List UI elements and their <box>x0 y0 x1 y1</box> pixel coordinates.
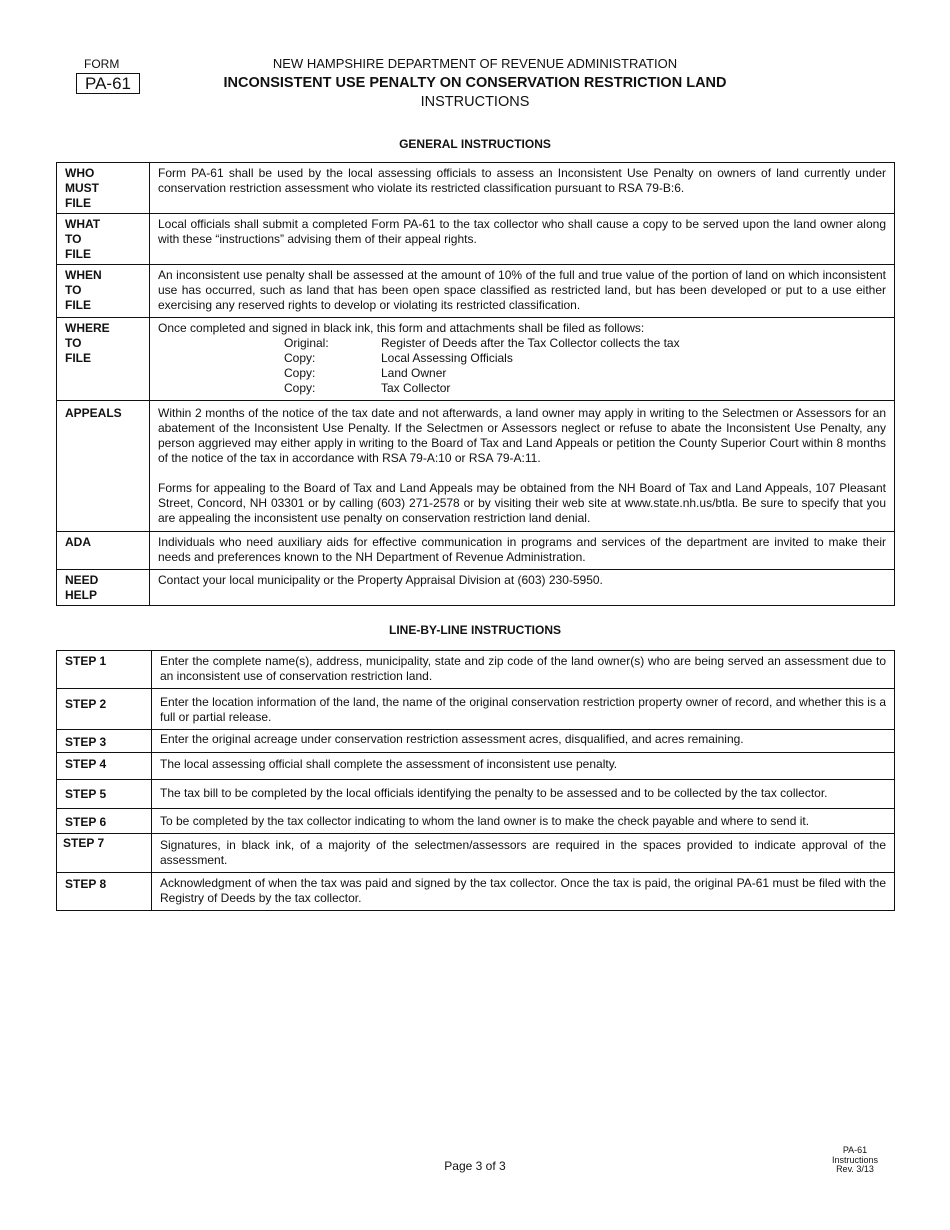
step-row <box>57 834 895 873</box>
filing-row <box>158 366 886 381</box>
step-label: STEP 6 <box>57 809 152 834</box>
where-to-file-intro: Once completed and signed in black ink, this form and attachments shall be filed as follows: <box>158 321 645 335</box>
step-text: Enter the location information of the land, the name of the original conservation restriction property owner of record, and whether this is a full or partial release. <box>152 689 895 730</box>
who-must-file-row <box>57 163 895 214</box>
need-help-row <box>57 570 895 606</box>
revision-form: PA-61 <box>842 1145 868 1155</box>
agency-name: NEW HAMPSHIRE DEPARTMENT OF REVENUE ADMINISTRATION <box>272 56 678 71</box>
page-number: Page 3 of 3 <box>444 1159 506 1173</box>
ada-row <box>57 532 895 570</box>
step-row <box>57 651 895 689</box>
filing-destination: Local Assessing Officials <box>381 351 513 365</box>
step-text: Enter the original acreage under conservation restriction assessment acres, disqualified, and acres remaining. <box>152 730 895 753</box>
page-subtitle: INSTRUCTIONS <box>420 94 530 110</box>
filing-copy-type: Original: <box>284 336 329 350</box>
step-label: STEP 8 <box>57 873 152 911</box>
where-to-file-label: WHERE TO FILE <box>57 318 150 401</box>
step-row <box>57 730 895 753</box>
filing-destination: Register of Deeds after the Tax Collector collects the tax <box>381 336 680 350</box>
what-to-file-text: Local officials shall submit a completed Form PA-61 to the tax collector who shall cause a copy to be served upon the land owner along with these “instructions” advising them of their appeal rights. <box>150 214 895 265</box>
filing-row <box>158 336 886 351</box>
step-label: STEP 4 <box>57 753 152 780</box>
ada-label: ADA <box>57 532 150 570</box>
form-number: PA-61 <box>76 73 140 94</box>
filing-list <box>158 336 886 396</box>
step-text: The tax bill to be completed by the local officials identifying the penalty to be assessed and to be collected by the tax collector. <box>152 780 895 809</box>
when-to-file-text: An inconsistent use penalty shall be assessed at the amount of 10% of the full and true value of the portion of land on which inconsistent use has occurred, such as land that has been open space classified as restricted land, but has been developed or put to a use either exercising any reserved rights to develop or violating its restricted classification. <box>150 265 895 318</box>
step-row <box>57 689 895 730</box>
revision-doc: Instructions <box>831 1154 879 1165</box>
step-label: STEP 1 <box>57 651 152 689</box>
appeals-label: APPEALS <box>57 401 150 532</box>
who-must-file-label: WHO MUST FILE <box>57 163 150 214</box>
filing-row <box>158 381 886 396</box>
step-label: STEP 7 <box>57 834 152 873</box>
revision-date: Rev. 3/13 <box>836 1164 874 1174</box>
general-instructions-title: GENERAL INSTRUCTIONS <box>399 137 551 151</box>
what-to-file-label: WHAT TO FILE <box>57 214 150 265</box>
step-row <box>57 780 895 809</box>
appeals-paragraph-2: Forms for appealing to the Board of Tax and Land Appeals may be obtained from the NH Board of Tax and Land Appeals, 107 Pleasant Street, Concord, NH 03301 or by calling (603) 271-2578 or by visiting their web site at www.state.nh.us/btla. Be sure to specify that you are appealing the inconsistent use penalty on conservation restriction land denial. <box>158 481 886 525</box>
appeals-paragraph-1: Within 2 months of the notice of the tax date and not afterwards, a land owner may apply in writing to the Selectmen or Assessors for an abatement of the Inconsistent Use Penalty. If the Selectmen or Assessors neglect or refuse to abate the Inconsistent Use Penalty, any person aggrieved may either apply in writing to the Board of Tax and Land Appeals or petition the County Superior Court within 8 months of the notice of the tax in accordance with RSA 79-A:10 or RSA 79-A:11. <box>158 406 886 465</box>
what-to-file-row <box>57 214 895 265</box>
need-help-label: NEED HELP <box>57 570 150 606</box>
when-to-file-label: WHEN TO FILE <box>57 265 150 318</box>
when-to-file-row <box>57 265 895 318</box>
step-text: To be completed by the tax collector indicating to whom the land owner is to make the check payable and where to send it. <box>152 809 895 834</box>
filing-row <box>158 351 886 366</box>
step-row <box>57 809 895 834</box>
revision-note <box>820 1146 890 1175</box>
filing-copy-type: Copy: <box>284 381 316 395</box>
step-row <box>57 753 895 780</box>
line-by-line-title: LINE-BY-LINE INSTRUCTIONS <box>388 623 561 637</box>
appeals-cell <box>150 401 895 532</box>
filing-copy-type: Copy: <box>284 366 316 380</box>
step-row <box>57 873 895 911</box>
where-to-file-cell <box>150 318 895 401</box>
page-title: INCONSISTENT USE PENALTY ON CONSERVATION RESTRICTION LAND <box>223 75 727 91</box>
appeals-row <box>57 401 895 532</box>
step-text: The local assessing official shall complete the assessment of inconsistent use penalty. <box>152 753 895 780</box>
step-label: STEP 5 <box>57 780 152 809</box>
step-text: Acknowledgment of when the tax was paid and signed by the tax collector. Once the tax is paid, the original PA-61 must be filed with the Registry of Deeds by the tax collector. <box>152 873 895 911</box>
need-help-text: Contact your local municipality or the Property Appraisal Division at (603) 230-5950. <box>150 570 895 606</box>
filing-destination: Land Owner <box>381 366 447 380</box>
step-text: Enter the complete name(s), address, municipality, state and zip code of the land owner(s) who are being served an assessment due to an inconsistent use of conservation restriction land. <box>152 651 895 689</box>
line-by-line-table <box>56 650 895 911</box>
step-label: STEP 2 <box>57 689 152 730</box>
who-must-file-text: Form PA-61 shall be used by the local assessing officials to assess an Inconsistent Use Penalty on owners of land currently under conservation restriction assessment who violate its restricted classification pursuant to RSA 79-B:6. <box>150 163 895 214</box>
step-text: Signatures, in black ink, of a majority of the selectmen/assessors are required in the spaces provided to indicate approval of the assessment. <box>152 834 895 873</box>
where-to-file-row <box>57 318 895 401</box>
step-label: STEP 3 <box>57 730 152 753</box>
filing-copy-type: Copy: <box>284 351 316 365</box>
ada-text: Individuals who need auxiliary aids for effective communication in programs and services of the department are invited to make their needs and preferences known to the NH Department of Revenue Administration. <box>150 532 895 570</box>
form-label: FORM <box>84 57 120 71</box>
filing-destination: Tax Collector <box>381 381 451 395</box>
general-instructions-table <box>56 162 895 606</box>
